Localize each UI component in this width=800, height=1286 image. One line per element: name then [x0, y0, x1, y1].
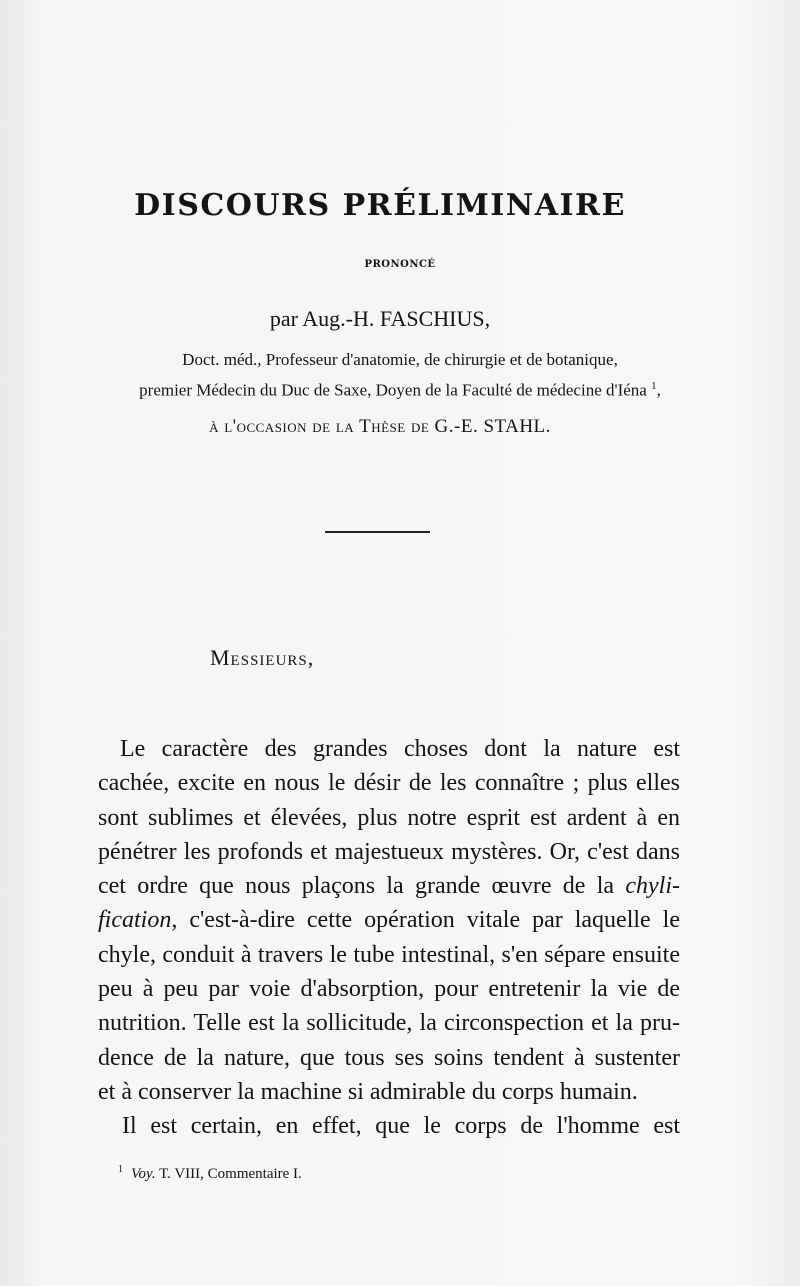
salutation: Messieurs, [210, 645, 315, 670]
credentials-line-1: Doct. méd., Professeur d'anatomie, de chirurgie et de botanique, [182, 350, 618, 369]
text-line: sont sublimes et élevées, plus notre esprit est ardent à en [98, 804, 680, 831]
text-line: fication, c'est-à-dire cette opération vitale par laquelle le [98, 907, 680, 934]
text-line: et à conserver la machine si admirable du corps humain. [98, 1078, 638, 1105]
credentials-line-2: premier Médecin du Duc de Saxe, Doyen de la Faculté de médecine d'Iéna $^1$, [139, 380, 661, 400]
divider-rule [325, 531, 430, 533]
text-line: Il est certain, en effet, que le corps de l'homme est [122, 1113, 680, 1140]
footnote-mark: 1 [118, 1164, 123, 1175]
text-line: cachée, excite en nous le désir de les connaître ; plus elles [98, 770, 680, 797]
author-line: par Aug.-H. FASCHIUS, [269, 306, 491, 331]
pronounced-label: PRONONCÉ [364, 259, 436, 270]
footnote [118, 1164, 302, 1183]
author-credentials [100, 346, 700, 404]
text-line: dence de la nature, que tous ses soins tendent à sustenter [98, 1044, 680, 1071]
text-line: pénétrer les profonds et majestueux mystères. Or, c'est dans [98, 838, 680, 865]
footnote-reference: 1 [651, 380, 657, 392]
text-line: Le caractère des grandes choses dont la nature est [120, 736, 680, 762]
text-line: peu à peu par voie d'absorption, pour entretenir la vie de [98, 976, 680, 1003]
occasion-prefix: à l'occasion de la Thèse de [209, 416, 430, 437]
text-line: cet ordre que nous plaçons la grande œuvre de la chyli- [98, 873, 680, 900]
occasion-name: G.-E. STAHL. [434, 416, 551, 437]
text-line: nutrition. Telle est la sollicitude, la circonspection et la pru- [98, 1010, 680, 1037]
page-title: DISCOURS PRÉLIMINAIRE [134, 188, 626, 223]
credentials-line-2-text: premier Médecin du Duc de Saxe, Doyen de la Faculté de médecine d'Iéna [139, 380, 647, 400]
footnote-text: Voy. T. VIII, Commentaire I. [131, 1166, 302, 1182]
body-text [98, 732, 680, 1144]
text-line: chyle, conduit à travers le tube intestinal, s'en sépare ensuite [98, 941, 680, 968]
occasion-line [0, 416, 760, 438]
